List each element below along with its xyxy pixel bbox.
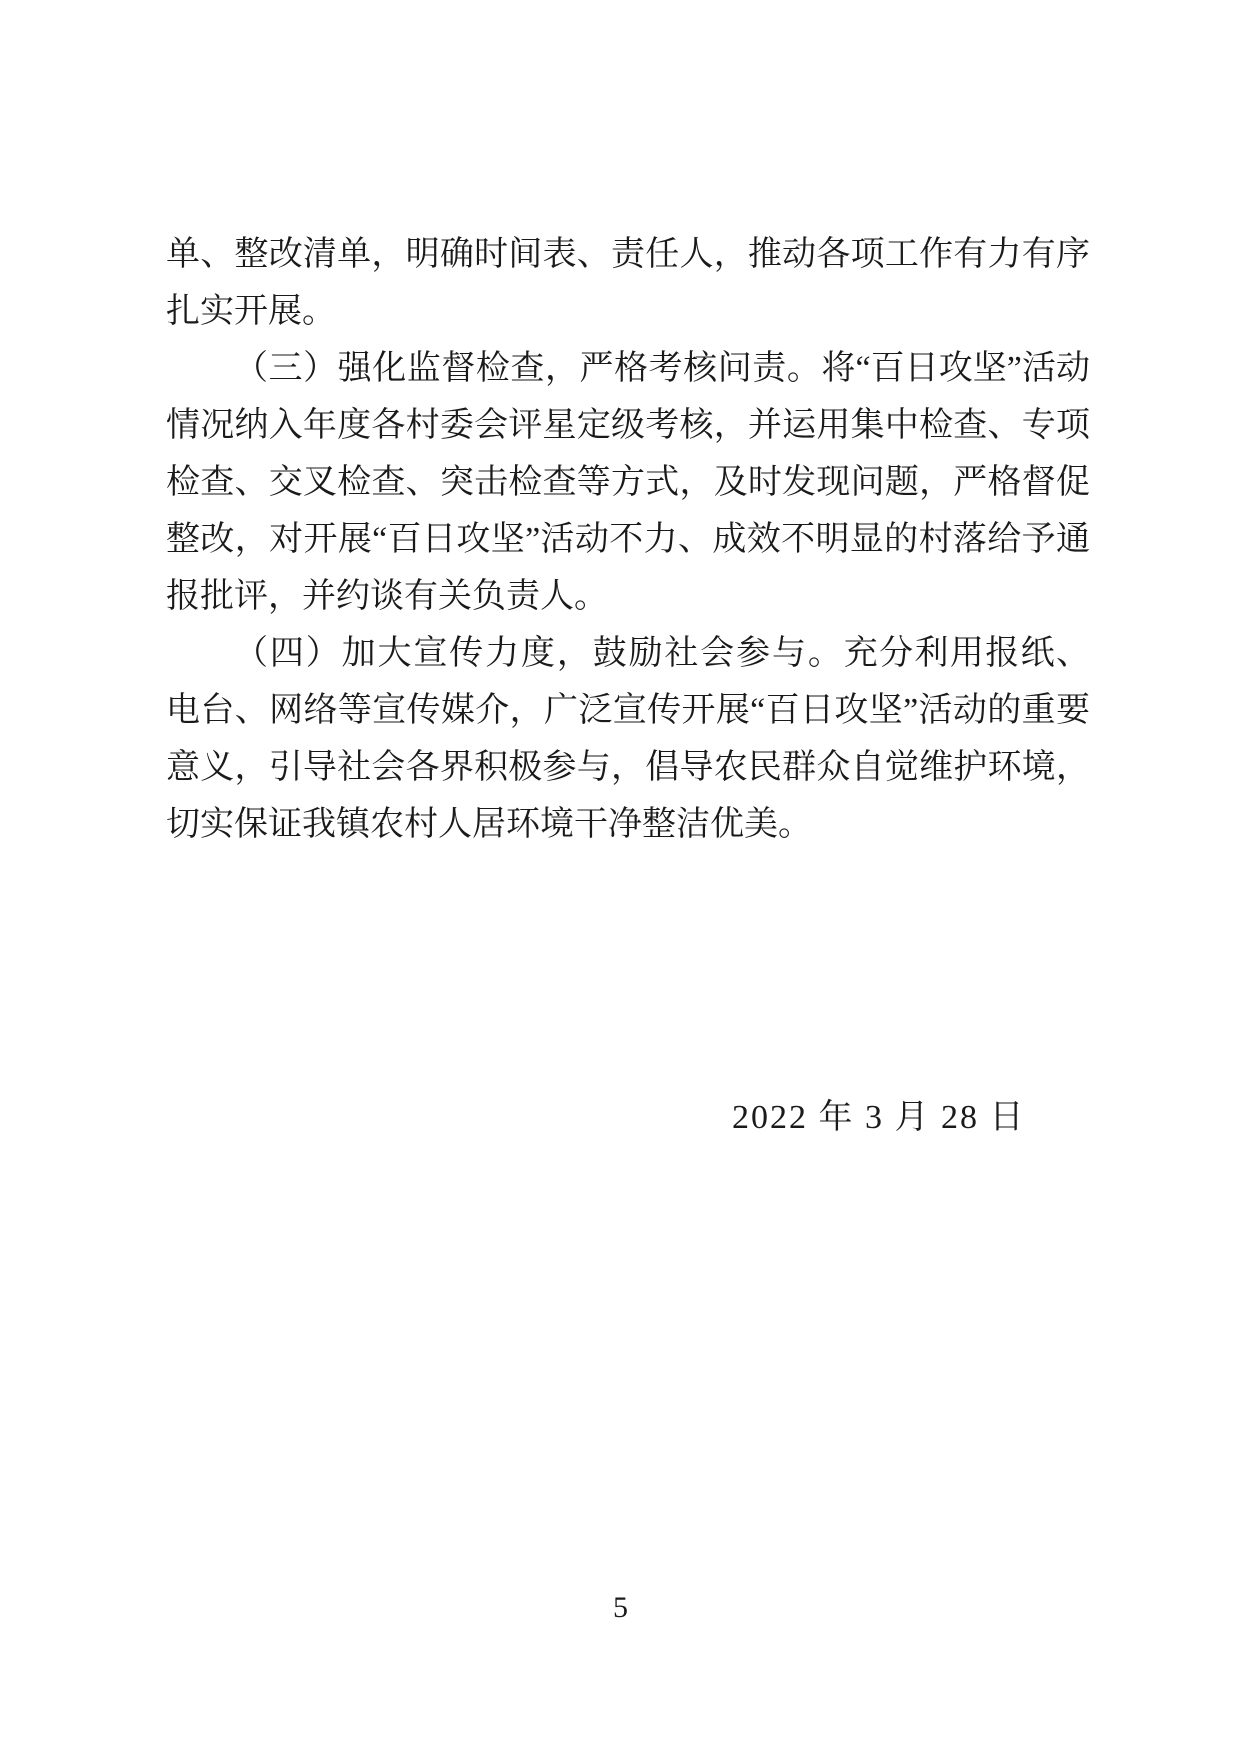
page-number: 5 — [613, 1591, 628, 1624]
paragraph-section-3 — [166, 340, 1090, 625]
paragraph-section-4 — [166, 625, 1090, 853]
signature-date: 2022 年 3 月 28 日 — [732, 1099, 1026, 1136]
section-3-body-text: 将“百日攻坚”活动情况纳入年度各村委会评星定级考核，并运用集中检查、专项检查、交叉检查、突击检查等方式，及时发现问题，严格督促整改，对开展“百日攻坚”活动不力、成效不明显的村落给予通报批评，并约谈有关负责人。 — [166, 350, 1091, 615]
section-3-heading: （三）强化监督检查，严格考核问责。 — [234, 350, 822, 387]
paragraph-continuation-text: 单、整改清单，明确时间表、责任人，推动各项工作有力有序扎实开展。 — [166, 236, 1090, 330]
section-4-body-text: 充分利用报纸、电台、网络等宣传媒介，广泛宣传开展“百日攻坚”活动的重要意义，引导社会各界积极参与，倡导农民群众自觉维护环境，切实保证我镇农村人居环境干净整洁优美。 — [166, 635, 1090, 843]
section-4-heading: （四）加大宣传力度，鼓励社会参与。 — [234, 635, 844, 672]
paragraph-continuation — [166, 226, 1090, 340]
document-body — [166, 226, 1090, 853]
